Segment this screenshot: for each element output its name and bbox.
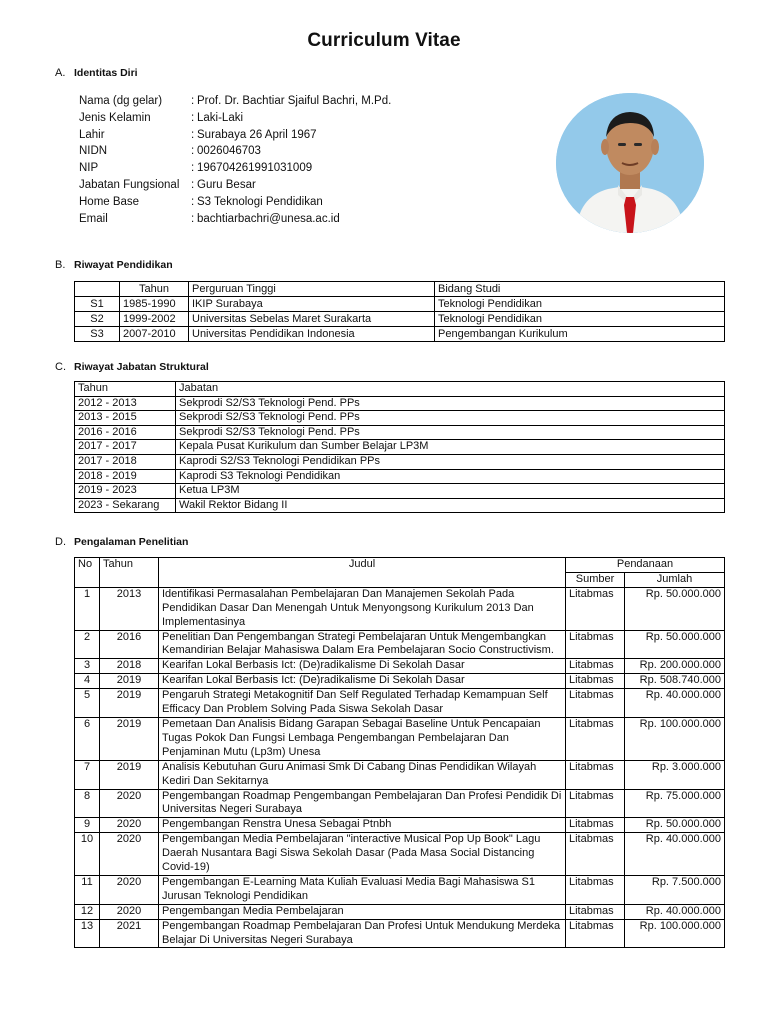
research-jumlah: Rp. 100.000.000 xyxy=(625,717,725,760)
positions-cell: Sekprodi S2/S3 Teknologi Pend. PPs xyxy=(176,396,725,411)
research-tahun: 2020 xyxy=(100,904,159,919)
education-row xyxy=(75,297,725,312)
positions-table xyxy=(74,381,725,513)
research-jumlah: Rp. 40.000.000 xyxy=(625,904,725,919)
section-c-letter: C. xyxy=(55,361,66,373)
positions-cell: 2023 - Sekarang xyxy=(75,498,176,513)
identity-row: Home Base : S3 Teknologi Pendidikan xyxy=(79,194,391,211)
research-sumber: Litabmas xyxy=(566,630,625,659)
identity-row: Lahir : Surabaya 26 April 1967 xyxy=(79,127,391,144)
research-jumlah: Rp. 50.000.000 xyxy=(625,587,725,630)
research-no: 6 xyxy=(75,717,100,760)
research-sumber: Litabmas xyxy=(566,674,625,689)
identity-value: bachtiarbachri@unesa.ac.id xyxy=(197,212,340,225)
page-title: Curriculum Vitae xyxy=(307,30,461,51)
research-no: 4 xyxy=(75,674,100,689)
positions-cell: 2018 - 2019 xyxy=(75,469,176,484)
section-d-title: Pengalaman Penelitian xyxy=(74,536,189,548)
identity-value: S3 Teknologi Pendidikan xyxy=(197,195,323,208)
research-judul: Kearifan Lokal Berbasis Ict: (De)radikalisme Di Sekolah Dasar xyxy=(159,674,566,689)
education-row xyxy=(75,327,725,342)
positions-cell: Kaprodi S3 Teknologi Pendidikan xyxy=(176,469,725,484)
positions-cell: Ketua LP3M xyxy=(176,484,725,499)
positions-row xyxy=(75,454,725,469)
research-no: 12 xyxy=(75,904,100,919)
research-table xyxy=(74,557,725,948)
positions-cell: 2016 - 2016 xyxy=(75,425,176,440)
research-row xyxy=(75,760,725,789)
research-judul: Penelitian Dan Pengembangan Strategi Pembelajaran Untuk Mengembangkan Kemandirian Belajar Mahasiswa Dalam Era Pembelajaran Socio Constructivism. xyxy=(159,630,566,659)
positions-cell: 2017 - 2017 xyxy=(75,440,176,455)
research-tahun: 2016 xyxy=(100,630,159,659)
positions-cell: Kaprodi S2/S3 Teknologi Pendidikan PPs xyxy=(176,454,725,469)
research-row xyxy=(75,789,725,818)
research-no: 13 xyxy=(75,919,100,948)
research-jumlah: Rp. 50.000.000 xyxy=(625,630,725,659)
education-cell: 2007-2010 xyxy=(120,327,189,342)
positions-row xyxy=(75,498,725,513)
identity-value: Laki-Laki xyxy=(197,111,244,124)
section-c-title: Riwayat Jabatan Struktural xyxy=(74,361,209,373)
positions-row xyxy=(75,425,725,440)
research-sumber: Litabmas xyxy=(566,789,625,818)
research-jumlah: Rp. 75.000.000 xyxy=(625,789,725,818)
education-cell: Pengembangan Kurikulum xyxy=(435,327,725,342)
section-d-heading xyxy=(55,536,188,548)
identity-value: 196704261991031009 xyxy=(197,162,313,175)
identity-label: NIP xyxy=(79,162,99,175)
research-jumlah: Rp. 7.500.000 xyxy=(625,875,725,904)
research-jumlah: Rp. 50.000.000 xyxy=(625,818,725,833)
research-tahun: 2020 xyxy=(100,875,159,904)
research-no: 9 xyxy=(75,818,100,833)
education-header-row xyxy=(75,282,725,297)
research-header-no: No xyxy=(75,558,100,588)
education-cell: IKIP Surabaya xyxy=(189,297,435,312)
positions-cell: 2012 - 2013 xyxy=(75,396,176,411)
research-header-tahun: Tahun xyxy=(100,558,159,588)
education-cell: Teknologi Pendidikan xyxy=(435,312,725,327)
identity-label: NIDN xyxy=(79,145,108,158)
education-header: Tahun xyxy=(120,282,189,297)
identity-row: NIP : 196704261991031009 xyxy=(79,160,391,177)
research-sumber: Litabmas xyxy=(566,833,625,876)
research-no: 11 xyxy=(75,875,100,904)
research-row xyxy=(75,587,725,630)
research-sumber: Litabmas xyxy=(566,919,625,948)
positions-cell: 2013 - 2015 xyxy=(75,411,176,426)
research-judul: Kearifan Lokal Berbasis Ict: (De)radikalisme Di Sekolah Dasar xyxy=(159,659,566,674)
identity-label: Jabatan Fungsional xyxy=(79,178,180,191)
positions-row xyxy=(75,469,725,484)
education-cell: S1 xyxy=(75,297,120,312)
identity-label: Lahir xyxy=(79,128,105,141)
positions-cell: Sekprodi S2/S3 Teknologi Pend. PPs xyxy=(176,425,725,440)
positions-row xyxy=(75,484,725,499)
research-row xyxy=(75,717,725,760)
positions-cell: 2019 - 2023 xyxy=(75,484,176,499)
identity-value: Guru Besar xyxy=(197,178,256,191)
research-sumber: Litabmas xyxy=(566,904,625,919)
research-row xyxy=(75,674,725,689)
section-a-letter: A. xyxy=(55,67,66,79)
section-b-title: Riwayat Pendidikan xyxy=(74,259,173,271)
research-tahun: 2020 xyxy=(100,818,159,833)
identity-label: Email xyxy=(79,212,108,225)
research-sumber: Litabmas xyxy=(566,760,625,789)
research-jumlah: Rp. 200.000.000 xyxy=(625,659,725,674)
research-jumlah: Rp. 3.000.000 xyxy=(625,760,725,789)
research-tahun: 2020 xyxy=(100,833,159,876)
positions-header: Jabatan xyxy=(176,382,725,397)
research-row xyxy=(75,875,725,904)
research-row xyxy=(75,818,725,833)
section-a-heading xyxy=(55,67,138,79)
education-cell: 1985-1990 xyxy=(120,297,189,312)
research-jumlah: Rp. 100.000.000 xyxy=(625,919,725,948)
identity-value: Surabaya 26 April 1967 xyxy=(197,128,317,141)
research-no: 7 xyxy=(75,760,100,789)
research-jumlah: Rp. 40.000.000 xyxy=(625,833,725,876)
identity-label: Nama (dg gelar) xyxy=(79,95,163,107)
research-header-judul: Judul xyxy=(159,558,566,588)
research-judul: Pengaruh Strategi Metakognitif Dan Self Regulated Terhadap Kemampuan Self Efficacy Dan Problem Solving Pada Siswa Sekolah Dasar xyxy=(159,689,566,718)
research-row xyxy=(75,833,725,876)
portrait-illustration xyxy=(556,93,704,233)
research-sumber: Litabmas xyxy=(566,875,625,904)
research-no: 1 xyxy=(75,587,100,630)
education-header: Bidang Studi xyxy=(435,282,725,297)
research-judul: Pengembangan Media Pembelajaran xyxy=(159,904,566,919)
identity-label: Jenis Kelamin xyxy=(79,111,151,124)
research-row xyxy=(75,630,725,659)
identity-row: Email : bachtiarbachri@unesa.ac.id xyxy=(79,211,391,228)
section-b-heading xyxy=(55,259,173,271)
research-header-pendanaan: Pendanaan xyxy=(566,558,725,573)
research-judul: Pengembangan Renstra Unesa Sebagai Ptnbh xyxy=(159,818,566,833)
education-row xyxy=(75,312,725,327)
positions-row xyxy=(75,440,725,455)
research-sumber: Litabmas xyxy=(566,818,625,833)
positions-cell: Wakil Rektor Bidang II xyxy=(176,498,725,513)
research-jumlah: Rp. 40.000.000 xyxy=(625,689,725,718)
education-cell: 1999-2002 xyxy=(120,312,189,327)
section-c-heading xyxy=(55,361,209,373)
research-tahun: 2019 xyxy=(100,674,159,689)
profile-photo xyxy=(556,93,704,233)
identity-row: NIDN : 0026046703 xyxy=(79,143,391,160)
identity-value: 0026046703 xyxy=(197,145,261,158)
research-row xyxy=(75,919,725,948)
positions-header-row xyxy=(75,382,725,397)
education-cell: Teknologi Pendidikan xyxy=(435,297,725,312)
research-jumlah: Rp. 508.740.000 xyxy=(625,674,725,689)
positions-header: Tahun xyxy=(75,382,176,397)
section-a-title: Identitas Diri xyxy=(74,67,138,79)
education-header xyxy=(75,282,120,297)
positions-cell: Kepala Pusat Kurikulum dan Sumber Belajar LP3M xyxy=(176,440,725,455)
identity-value: Prof. Dr. Bachtiar Sjaiful Bachri, M.Pd. xyxy=(197,95,392,107)
education-table xyxy=(74,281,725,342)
research-judul: Pengembangan Roadmap Pembelajaran Dan Profesi Untuk Mendukung Merdeka Belajar Di Universitas Negeri Surabaya xyxy=(159,919,566,948)
research-no: 8 xyxy=(75,789,100,818)
research-sumber: Litabmas xyxy=(566,587,625,630)
research-judul: Analisis Kebutuhan Guru Animasi Smk Di Cabang Dinas Pendidikan Wilayah Kediri Dan Sekitarnya xyxy=(159,760,566,789)
research-judul: Pengembangan Roadmap Pengembangan Pembelajaran Dan Profesi Pendidik Di Universitas Negeri Surabaya xyxy=(159,789,566,818)
education-cell: Universitas Sebelas Maret Surakarta xyxy=(189,312,435,327)
identity-row: Nama (dg gelar) : Prof. Dr. Bachtiar Sjaiful Bachri, M.Pd. xyxy=(79,93,391,110)
section-b-letter: B. xyxy=(55,259,66,271)
identity-label: Home Base xyxy=(79,195,140,208)
research-judul: Pemetaan Dan Analisis Bidang Garapan Sebagai Baseline Untuk Pencapaian Tugas Pokok Dan Fungsi Lembaga Pengembangan Pembelajaran Dan Penjaminan Mutu (Lp3m) Unesa xyxy=(159,717,566,760)
research-no: 5 xyxy=(75,689,100,718)
research-row xyxy=(75,659,725,674)
identity-row: Jabatan Fungsional : Guru Besar xyxy=(79,177,391,194)
research-tahun: 2021 xyxy=(100,919,159,948)
section-d-letter: D. xyxy=(55,536,66,548)
research-judul: Identifikasi Permasalahan Pembelajaran Dan Manajemen Sekolah Pada Pendidikan Dasar Dan Menengah Untuk Menyongsong Kurikulum 2013 Dan Implementasinya xyxy=(159,587,566,630)
positions-cell: 2017 - 2018 xyxy=(75,454,176,469)
research-sumber: Litabmas xyxy=(566,659,625,674)
education-header: Perguruan Tinggi xyxy=(189,282,435,297)
research-no: 3 xyxy=(75,659,100,674)
research-tahun: 2019 xyxy=(100,717,159,760)
research-row xyxy=(75,689,725,718)
research-tahun: 2019 xyxy=(100,760,159,789)
research-header-row xyxy=(75,558,725,573)
education-cell: Universitas Pendidikan Indonesia xyxy=(189,327,435,342)
research-judul: Pengembangan Media Pembelajaran "interactive Musical Pop Up Book" Lagu Daerah Nusantara Bagi Siswa Sekolah Dasar (Pada Masa Social Distancing Covid-19) xyxy=(159,833,566,876)
research-tahun: 2019 xyxy=(100,689,159,718)
positions-row xyxy=(75,411,725,426)
research-sumber: Litabmas xyxy=(566,689,625,718)
positions-row xyxy=(75,396,725,411)
identity-row: Jenis Kelamin : Laki-Laki xyxy=(79,110,391,127)
research-tahun: 2020 xyxy=(100,789,159,818)
research-header-jumlah: Jumlah xyxy=(625,572,725,587)
research-row xyxy=(75,904,725,919)
positions-cell: Sekprodi S2/S3 Teknologi Pend. PPs xyxy=(176,411,725,426)
research-judul: Pengembangan E-Learning Mata Kuliah Evaluasi Media Bagi Mahasiswa S1 Jurusan Teknologi Pendidikan xyxy=(159,875,566,904)
research-no: 10 xyxy=(75,833,100,876)
research-sumber: Litabmas xyxy=(566,717,625,760)
research-no: 2 xyxy=(75,630,100,659)
research-tahun: 2013 xyxy=(100,587,159,630)
identity-list xyxy=(79,93,391,227)
education-cell: S3 xyxy=(75,327,120,342)
education-cell: S2 xyxy=(75,312,120,327)
research-header-sumber: Sumber xyxy=(566,572,625,587)
research-tahun: 2018 xyxy=(100,659,159,674)
